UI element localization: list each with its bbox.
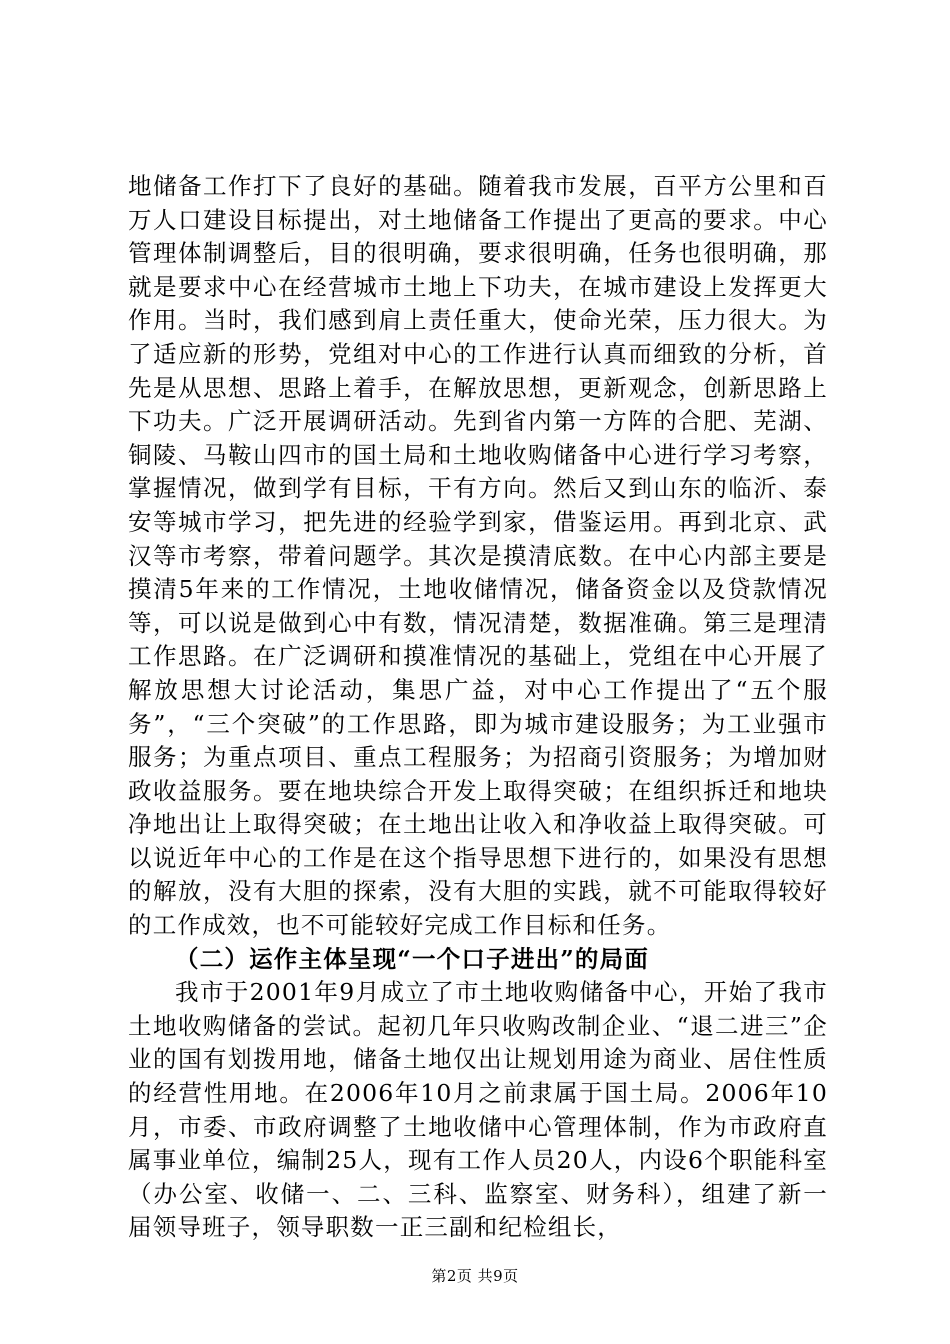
body-paragraph: 我市于2001年9月成立了市土地收购储备中心，开始了我市土地收购储备的尝试。起初几年只收购改制企业、“退二进三”企业的国有划拨用地，储备土地仅出让规划用途为商业、居住性质的经营性用地。在2006年10月之前隶属于国土局。2006年10月，市委、市政府调整了土地收储中心管理体制，作为市政府直属事业单位，编制25人，现有工作人员20人，内设6个职能科室（办公室、收储一、二、三科、监察室、财务科），组建了新一届领导班子，领导职数一正三副和纪检组长，: [128, 978, 828, 1242]
document-body: [128, 170, 828, 1245]
body-paragraph: 地储备工作打下了良好的基础。随着我市发展，百平方公里和百万人口建设目标提出，对土地储备工作提出了更高的要求。中心管理体制调整后，目的很明确，要求很明确，任务也很明确，那就是要求中心在经营城市土地上下功夫，在城市建设上发挥更大作用。当时，我们感到肩上责任重大，使命光荣，压力很大。为了适应新的形势，党组对中心的工作进行认真而细致的分析，首先是从思想、思路上着手，在解放思想，更新观念，创新思路上下功夫。广泛开展调研活动。先到省内第一方阵的合肥、芜湖、铜陵、马鞍山四市的国土局和土地收购储备中心进行学习考察，掌握情况，做到学有目标，干有方向。然后又到山东的临沂、泰安等城市学习，把先进的经验学到家，借鉴运用。再到北京、武汉等市考察，带着问题学。其次是摸清底数。在中心内部主要是摸清5年来的工作情况，土地收储情况，储备资金以及贷款情况等，可以说是做到心中有数，情况清楚，数据准确。第三是理清工作思路。在广泛调研和摸准情况的基础上，党组在中心开展了解放思想大讨论活动，集思广益，对中心工作提出了“五个服务”，“三个突破”的工作思路，即为城市建设服务；为工业强市服务；为重点项目、重点工程服务；为招商引资服务；为增加财政收益服务。要在地块综合开发上取得突破；在组织拆迁和地块净地出让上取得突破；在土地出让收入和净收益上取得突破。可以说近年中心的工作是在这个指导思想下进行的，如果没有思想的解放，没有大胆的探索，没有大胆的实践，就不可能取得较好的工作成效，也不可能较好完成工作目标和任务。: [128, 172, 828, 940]
page-footer: 第2页 共9页: [431, 1267, 519, 1285]
section-heading: （二）运作主体呈现“一个口子进出”的局面: [175, 944, 650, 973]
